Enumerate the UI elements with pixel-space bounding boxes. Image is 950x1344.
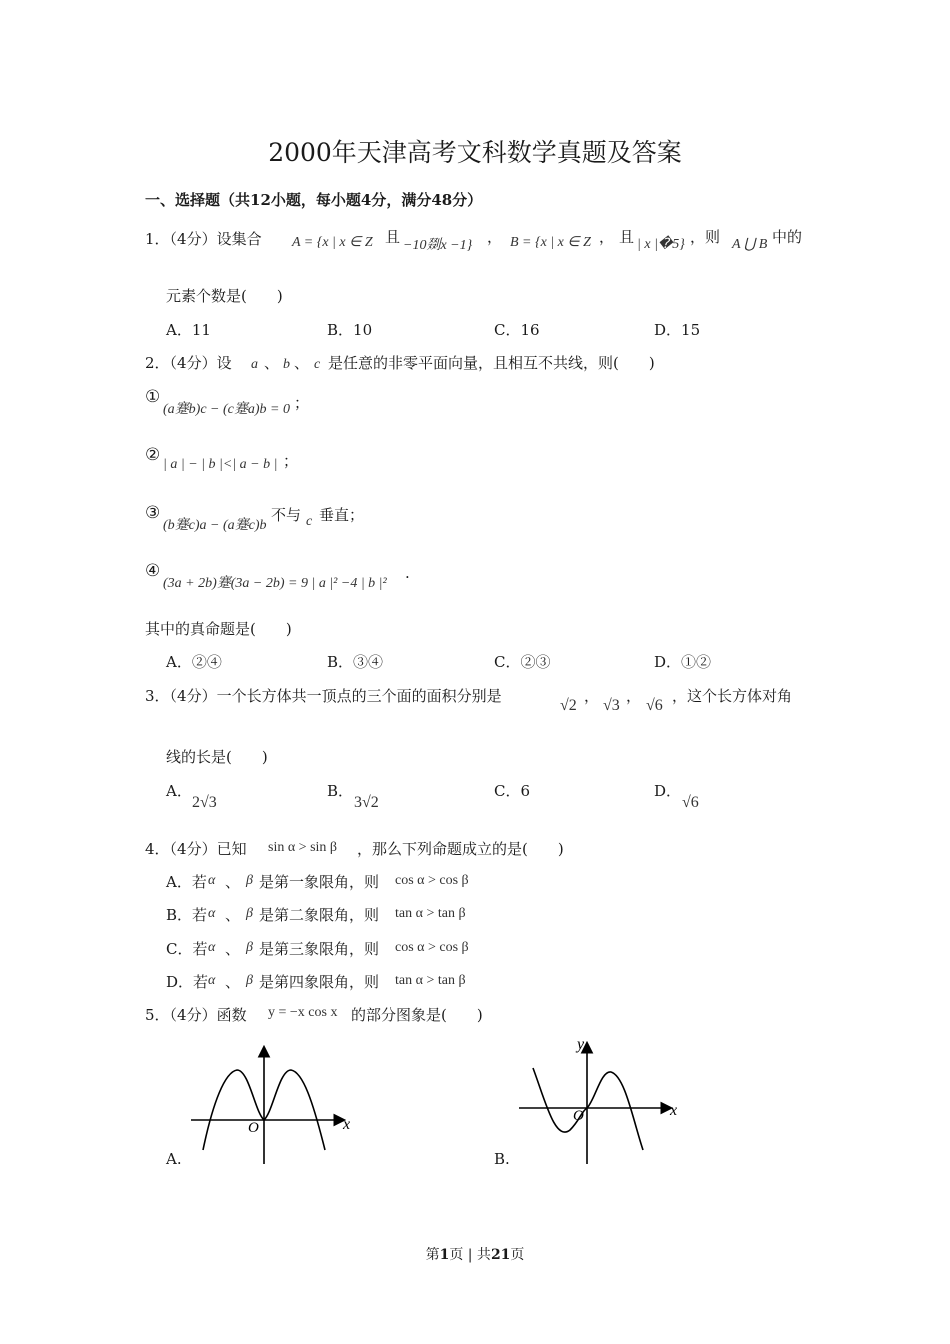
q1-cond-b: | x |�5} [637,237,685,252]
q4-option-a-pre: A．若 [166,873,207,891]
q2-option-a: A．②④ [166,653,222,671]
q3-comma-2: ， [626,687,642,705]
q3-option-a-label: A． [166,782,192,800]
q2-item-2-mark: ② [145,445,161,465]
q3-comma-1: ， [584,687,600,705]
q5-function: y = −x cos x [268,1005,338,1020]
q1-line-2: 元素个数是( ) [166,287,283,305]
q2-conclusion: 其中的真命题是( ) [145,620,292,638]
q5-graph-b-label: B. [494,1150,510,1168]
q4-option-a-expr: cos α > cos β [395,873,469,888]
q2-item-2-tail: ； [283,452,299,470]
q2-item-4-tail: . [405,564,410,582]
q1-cond-a: −10剟x −1} [403,238,473,253]
q3-root-6: √6 [646,697,663,714]
q3-option-c: C．6 [494,782,531,800]
q4-option-c-expr: cos α > cos β [395,940,469,955]
q3-option-d-label: D． [654,782,682,800]
q4-option-d-beta: β [246,973,253,988]
page-footer [0,1244,950,1264]
q1-set-b: B = {x | x ∈ Z [510,235,591,250]
q3-option-b-value: 3√2 [354,794,379,811]
q4-option-a-text: 是第一象限角，则 [259,873,380,891]
q2-rest: 是任意的非零平面向量，且相互不共线，则( ) [328,354,655,372]
q4-option-b-pre: B．若 [166,906,208,924]
footer-total-pages: 21 [490,1247,511,1263]
q2-item-1-expr: (a蹇b)c − (c蹇a)b = 0 [163,402,290,417]
q5-stem: 5．（4分）函数 [145,1006,247,1024]
q1-comma-2: ， [599,228,615,246]
q4-stem: 4．（4分）已知 [145,840,247,858]
q2-vec-a: a [251,357,258,372]
q2-item-2-expr: | a | − | b |<| a − b | [163,457,278,472]
q2-sep-2: 、 [294,354,310,372]
graph-a-origin-label: O [248,1120,259,1136]
q3-stem: 3．（4分）一个长方体共一顶点的三个面的面积分别是 [145,687,502,705]
section-heading: 一、选择题（共12小题，每小题4分，满分48分） [145,191,483,209]
q3-root-3: √3 [603,697,620,714]
graph-b-curve [533,1068,643,1150]
q2-stem: 2．（4分）设 [145,354,232,372]
q4-option-c-sep: 、 [225,940,241,958]
q1-zhong: 中的 [772,228,803,246]
q4-option-a-sep: 、 [225,873,241,891]
q1-and-2: 且 [619,228,635,246]
graph-a-x-label: x [343,1116,351,1133]
q1-option-d: D．15 [654,321,701,339]
q2-item-3-mark: ③ [145,503,161,523]
q1-comma-1: ， [487,228,503,246]
q1-number: 1．（4分）设集合 [145,230,262,248]
q2-vec-b: b [283,357,290,372]
q2-option-d: D．①② [654,653,712,671]
q3-root-2: √2 [560,697,577,714]
q4-option-d-text: 是第四象限角，则 [259,973,380,991]
q1-option-b: B．10 [327,321,373,339]
q4-option-b-expr: tan α > tan β [395,906,466,921]
graph-b-origin-label: O [573,1108,584,1124]
q2-item-3-expr: (b蹇c)a − (a蹇c)b [163,518,267,533]
q2-sep-1: 、 [264,354,280,372]
q3-option-b-label: B． [327,782,354,800]
q1-union: A ⋃ B [732,237,768,252]
footer-page-number: 1 [439,1247,450,1263]
graph-b-x-label: x [670,1102,678,1119]
q4-option-d-sep: 、 [225,973,241,991]
q4-option-a-beta: β [246,873,253,888]
q2-item-4-expr: (3a + 2b)蹇(3a − 2b) = 9 | a |² −4 | b |² [163,576,387,591]
q2-vec-c: c [314,357,321,372]
page-title: 2000年天津高考文科数学真题及答案 [268,138,682,167]
q5-graph-a [185,1042,375,1167]
q5-graph-b [515,1030,690,1167]
q1-set-a: A = {x | x ∈ Z [292,235,373,250]
q3-option-d-value: √6 [682,794,699,811]
q3-option-a-value: 2√3 [192,794,217,811]
q1-option-a: A．11 [166,321,211,339]
q4-option-b-text: 是第二象限角，则 [259,906,380,924]
q2-item-4-mark: ④ [145,561,161,581]
q4-option-d-expr: tan α > tan β [395,973,466,988]
q2-item-3-c: c [306,514,313,529]
q4-option-c-pre: C．若 [166,940,208,958]
q4-condition: sin α > sin β [268,840,338,855]
q4-option-a-alpha: α [208,873,216,888]
q4-option-b-alpha: α [208,906,216,921]
q5-graph-a-label: A. [166,1150,182,1168]
footer-mid: 页 | 共 [449,1247,491,1263]
q2-item-1-tail: ； [294,394,310,412]
graph-b-y-label: y [577,1036,585,1053]
q4-option-b-sep: 、 [225,906,241,924]
q2-item-3-tail: 垂直； [319,506,365,524]
q4-option-b-beta: β [246,906,253,921]
q1-option-c: C．16 [494,321,540,339]
q2-option-b: B．③④ [327,653,384,671]
q3-rest: ，这个长方体对角 [672,687,793,705]
q1-and-1: 且 [385,228,401,246]
q4-option-c-alpha: α [208,940,216,955]
q2-item-1-mark: ① [145,387,161,407]
q4-rest: ，那么下列命题成立的是( ) [357,840,564,858]
q2-item-3-mid: 不与 [271,506,302,524]
q4-option-c-text: 是第三象限角，则 [259,940,380,958]
q4-option-c-beta: β [246,940,253,955]
footer-pre: 第 [425,1247,440,1263]
q4-option-d-pre: D．若 [166,973,209,991]
q5-rest: 的部分图象是( ) [351,1006,483,1024]
q1-then: ，则 [690,228,721,246]
q4-option-d-alpha: α [208,973,216,988]
q3-line-2: 线的长是( ) [166,748,268,766]
footer-post: 页 [510,1247,525,1263]
q2-option-c: C．②③ [494,653,551,671]
